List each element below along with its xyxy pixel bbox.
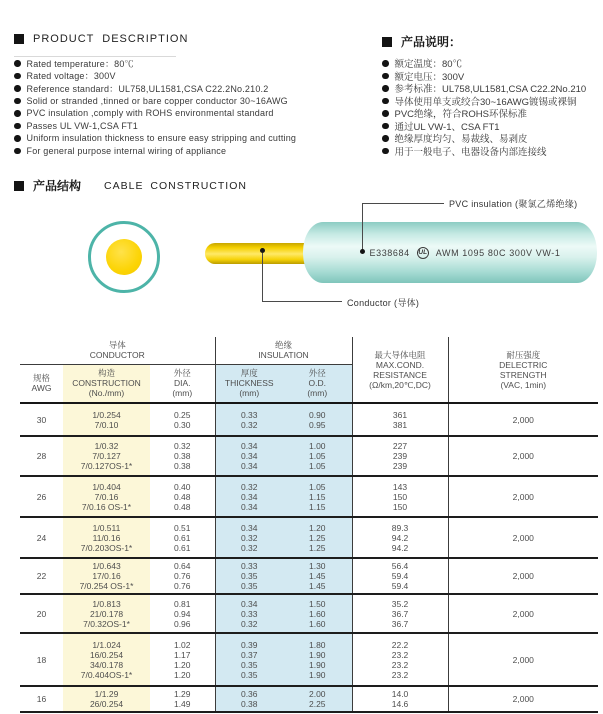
thickness-cell: 0.34 0.33 0.32 <box>215 594 283 633</box>
insulation-leader-dot <box>360 249 365 254</box>
strength-cell: 2,000 <box>448 594 598 633</box>
strength-cell: 2,000 <box>448 558 598 594</box>
construction-cell: 1/0.254 7/0.10 <box>63 403 150 436</box>
bullet-dot-icon <box>14 148 21 155</box>
thickness-cell: 0.33 0.35 0.35 <box>215 558 283 594</box>
group-header-insulation: 绝缘 INSULATION <box>215 337 352 364</box>
conductor-leader-line-v <box>262 253 263 302</box>
insulation-leader-line-v <box>362 203 363 251</box>
col-header-construction: 构造 CONSTRUCTION (No./mm) <box>63 364 150 403</box>
awg-cell: 30 <box>36 414 47 425</box>
dia-cell: 0.64 0.76 0.76 <box>150 558 215 594</box>
bullet-item <box>382 82 603 95</box>
col-header-thickness: 厚度 THICKNESS (mm) <box>215 364 283 403</box>
resistance-cell: 14.0 14.6 <box>352 686 448 712</box>
resistance-cell: 35.2 36.7 36.7 <box>352 594 448 633</box>
col-header-dia: 外径 DIA. (mm) <box>150 364 215 403</box>
bullet-item <box>382 95 603 108</box>
od-cell: 2.00 2.25 <box>283 686 352 712</box>
conductor-leader-line-h <box>262 301 342 302</box>
awg-cell: 18 <box>20 633 63 686</box>
strength-cell: 2,000 <box>448 476 598 517</box>
construction-cell: 1/0.404 7/0.16 7/0.16 OS-1* <box>63 476 150 517</box>
bullet-item <box>14 145 296 158</box>
bullet-item <box>382 107 603 120</box>
bullet-text: Solid or stranded ,tinned or bare copper conductor 30~16AWG <box>26 95 288 106</box>
bullet-item <box>382 120 603 133</box>
table-row-awg-22 <box>20 558 598 594</box>
od-cell: 1.00 1.05 1.05 <box>283 436 352 476</box>
conductor-leader-dot <box>260 248 265 253</box>
product-description-title-cn <box>382 33 461 50</box>
dia-cell: 1.29 1.49 <box>150 686 215 712</box>
bullet-item <box>14 57 296 70</box>
bullet-dot-icon <box>382 60 389 67</box>
bullet-text: Passes UL VW-1,CSA FT1 <box>26 120 138 131</box>
resistance-cell: 227 239 239 <box>352 436 448 476</box>
bullet-item <box>382 70 603 83</box>
od-cell: 1.30 1.45 1.45 <box>283 558 352 594</box>
cable-side-conductor <box>205 243 311 264</box>
table-row-awg-24 <box>20 517 598 558</box>
construction-cell: 1/0.32 7/0.127 7/0.127OS-1* <box>63 436 150 476</box>
table-group-header-row <box>20 337 598 364</box>
bullet-text: Rated voltage：300V <box>26 71 116 82</box>
table-row-awg-26 <box>20 476 598 517</box>
table-row-awg-30 <box>20 403 598 436</box>
bullet-text: 参考标准：UL758,UL1581,CSA C22.2No.210 <box>394 84 587 96</box>
strength-cell: 2,000 <box>448 686 598 712</box>
bullet-item <box>382 132 603 145</box>
bullet-dot-icon <box>14 73 21 80</box>
od-cell: 1.80 1.90 1.90 1.90 <box>283 633 352 686</box>
awg-cell: 20 <box>20 594 63 633</box>
bullet-text: PVC insulation ,comply with ROHS environmental standard <box>26 108 274 119</box>
resistance-cell: 143 150 150 <box>352 476 448 517</box>
awg-cell: 26 <box>20 476 63 517</box>
bullet-dot-icon <box>14 110 21 117</box>
od-cell: 1.20 1.25 1.25 <box>283 517 352 558</box>
bullet-dot-icon <box>382 85 389 92</box>
square-bullet-icon <box>14 181 24 191</box>
bullet-text: PVC绝缘，符合ROHS环保标准 <box>394 109 527 121</box>
cable-print-text <box>303 222 597 283</box>
bullet-dot-icon <box>382 123 389 130</box>
bullet-item <box>14 107 296 120</box>
col-header-resistance: 最大导体电阻 MAX.COND. RESISTANCE (Ω/km,20℃,DC) <box>352 337 448 403</box>
bullet-item <box>14 70 296 83</box>
table-row-awg-28 <box>20 436 598 476</box>
thickness-cell: 0.36 0.38 <box>215 686 283 712</box>
bullet-text: 通过UL VW-1、CSA FT1 <box>394 121 500 133</box>
col-header-od: 外径 O.D. (mm) <box>283 364 352 403</box>
bullet-dot-icon <box>14 60 21 67</box>
ul-logo-icon: UL <box>417 247 429 259</box>
dia-cell: 0.32 0.38 0.38 <box>150 436 215 476</box>
construction-cell: 1/0.511 11/0.16 7/0.203OS-1* <box>63 517 150 558</box>
thickness-cell: 0.34 0.32 0.32 <box>215 517 283 558</box>
bullet-item <box>382 145 603 158</box>
bullet-dot-icon <box>382 98 389 105</box>
bullet-text: 额定温度：80℃ <box>394 59 463 71</box>
construction-cell: 1/1.024 16/0.254 34/0.178 7/0.404OS-1* <box>63 633 150 686</box>
bullet-dot-icon <box>14 85 21 92</box>
product-description-title <box>14 33 188 45</box>
bullet-text: 用于一般电子、电器设备内部连接线 <box>394 146 547 157</box>
cable-construction-title-cn: 产品结构 <box>33 179 82 193</box>
insulation-label: PVC insulation (聚氯乙烯绝缘) <box>449 199 578 209</box>
strength-cell: 2,000 <box>448 517 598 558</box>
table-row-awg-20 <box>20 594 598 633</box>
dia-cell: 0.25 0.30 <box>173 409 191 430</box>
bullet-dot-icon <box>14 98 21 105</box>
cable-construction-title <box>14 177 247 194</box>
square-bullet-icon <box>382 37 392 47</box>
table-row-awg-18 <box>20 633 598 686</box>
construction-cell: 1/0.813 21/0.178 7/0.32OS-1* <box>63 594 150 633</box>
bullet-dot-icon <box>382 148 389 155</box>
col-header-strength: 耐压强度 DELECTRIC STRENGTH (VAC, 1min) <box>448 337 598 403</box>
construction-cell: 1/0.643 17/0.16 7/0.254 OS-1* <box>63 558 150 594</box>
bullet-item <box>14 132 296 145</box>
cable-construction-title-en: CABLE CONSTRUCTION <box>104 179 247 192</box>
group-header-conductor: 导体 CONDUCTOR <box>20 337 215 364</box>
od-cell: 1.50 1.60 1.60 <box>283 594 352 633</box>
product-description-list-cn <box>382 57 603 157</box>
bullet-text: Uniform insulation thickness to ensure easy stripping and cutting <box>26 133 297 144</box>
table-row-awg-16 <box>20 686 598 712</box>
product-description-title-text: PRODUCT DESCRIPTION <box>33 33 189 45</box>
dia-cell: 0.40 0.48 0.48 <box>150 476 215 517</box>
col-header-awg: 规格 AWG <box>20 364 63 403</box>
awg-cell: 16 <box>20 686 63 712</box>
bullet-dot-icon <box>382 73 389 80</box>
od-cell: 1.05 1.15 1.15 <box>283 476 352 517</box>
resistance-cell: 361 381 <box>352 403 448 436</box>
thickness-cell: 0.32 0.34 0.34 <box>215 476 283 517</box>
thickness-cell: 0.39 0.37 0.35 0.35 <box>215 633 283 686</box>
cable-cross-section-conductor <box>106 239 142 275</box>
bullet-text: 导体使用单支或绞合30~16AWG镀锡或裸铜 <box>394 96 577 108</box>
awg-cell: 28 <box>20 436 63 476</box>
resistance-cell: 89.3 94.2 94.2 <box>352 517 448 558</box>
strength-cell: 2,000 <box>448 633 598 686</box>
bullet-text: 绝缘厚度均匀、易裁线、易剥皮 <box>394 134 528 146</box>
bullet-dot-icon <box>382 110 389 117</box>
od-cell: 0.90 0.95 <box>283 403 352 436</box>
square-bullet-icon <box>14 34 24 44</box>
thickness-cell: 0.33 0.32 <box>215 403 283 436</box>
bullet-dot-icon <box>14 123 21 130</box>
cable-print-rating: AWM 1095 80C 300V VW-1 <box>435 247 561 258</box>
resistance-cell: 56.4 59.4 59.4 <box>352 558 448 594</box>
spec-table-body <box>20 403 598 712</box>
strength-cell: 2,000 <box>448 403 598 436</box>
conductor-label: Conductor (导体) <box>347 298 420 308</box>
bullet-text: Rated temperature：80℃ <box>26 58 134 69</box>
bullet-item <box>14 82 296 95</box>
bullet-text: 额定电压：300V <box>394 71 465 83</box>
bullet-text: For general purpose internal wiring of appliance <box>26 145 227 156</box>
bullet-item <box>382 57 603 70</box>
construction-cell: 1/1.29 26/0.254 <box>63 686 150 712</box>
bullet-dot-icon <box>14 135 21 142</box>
strength-cell: 2,000 <box>448 436 598 476</box>
dia-cell: 0.81 0.94 0.96 <box>150 594 215 633</box>
bullet-item <box>14 120 296 133</box>
awg-cell: 24 <box>20 517 63 558</box>
thickness-cell: 0.34 0.34 0.34 <box>215 436 283 476</box>
dia-cell: 1.02 1.17 1.20 1.20 <box>150 633 215 686</box>
resistance-cell: 22.2 23.2 23.2 23.2 <box>352 633 448 686</box>
dia-cell: 0.51 0.61 0.61 <box>150 517 215 558</box>
product-description-list-en <box>14 57 296 157</box>
spec-table <box>20 337 598 713</box>
bullet-dot-icon <box>382 135 389 142</box>
bullet-item <box>14 95 296 108</box>
bullet-text: Reference standard：UL758,UL1581,CSA C22.2No.210.2 <box>26 83 269 94</box>
cable-print-cert-number: E338684 <box>369 247 410 258</box>
insulation-leader-line-h <box>362 203 444 204</box>
awg-cell: 22 <box>20 558 63 594</box>
product-description-title-cn-text: 产品说明： <box>401 35 462 49</box>
